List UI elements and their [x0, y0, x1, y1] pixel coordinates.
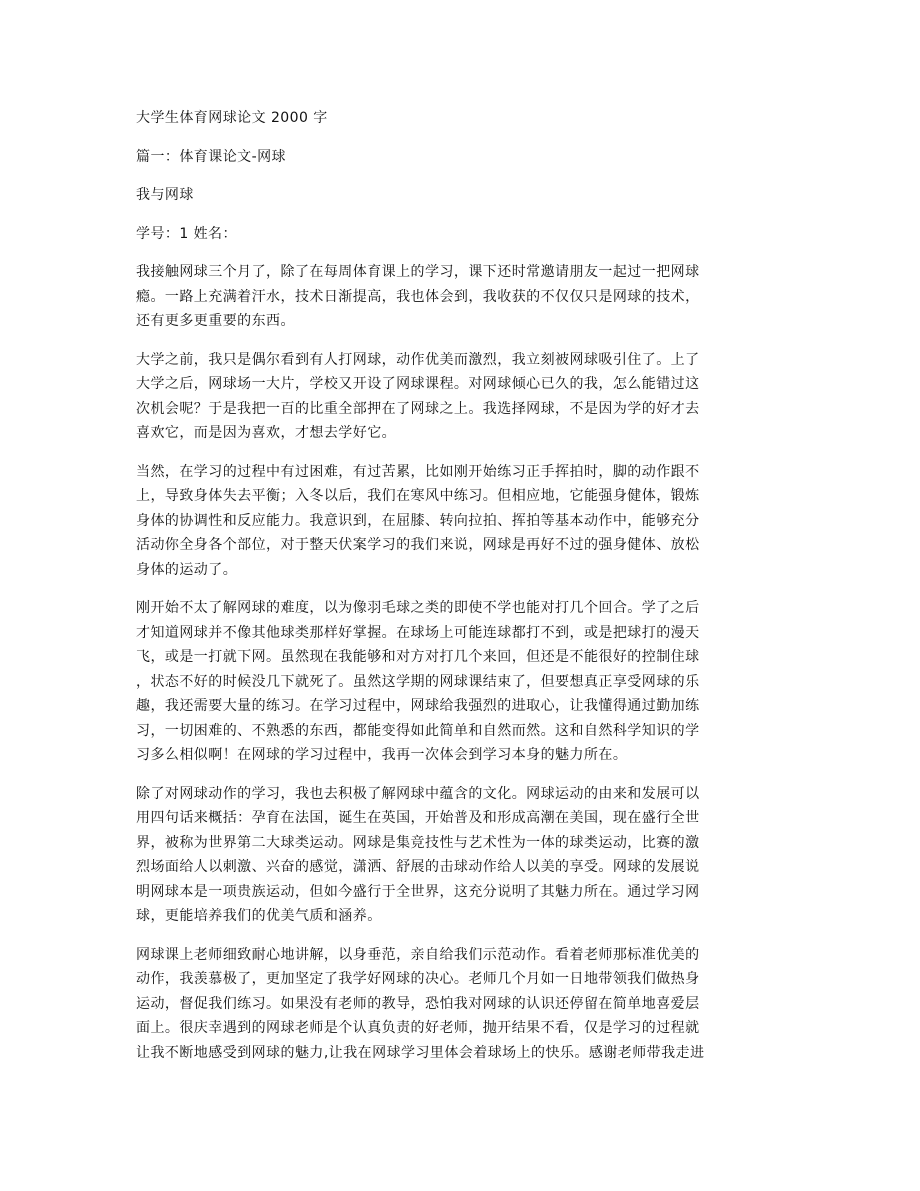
- paragraph-line: 活动你全身各个部位，对于整天伏案学习的我们来说，网球是再好不过的强身健体、放松: [136, 537, 700, 553]
- paragraph-line: 动作，我羡慕极了，更加坚定了我学好网球的决心。老师几个月如一日地带领我们做热身: [136, 971, 700, 987]
- section-title: 篇一：体育课论文-网球: [136, 148, 287, 165]
- student-info: 学号：1 姓名：: [136, 225, 237, 242]
- paragraph-line: 刚开始不太了解网球的难度，以为像羽毛球之类的即使不学也能对打几个回合。学了之后: [136, 600, 700, 616]
- document-title: 大学生体育网球论文 2000 字: [136, 110, 328, 126]
- paragraph-line: 烈场面给人以刺激、兴奋的感觉，潇洒、舒展的击球动作给人以美的享受。网球的发展说: [136, 859, 700, 875]
- paragraph-line: 我接触网球三个月了，除了在每周体育课上的学习，课下还时常邀请朋友一起过一把网球: [136, 264, 700, 280]
- paragraph-line: 让我不断地感受到网球的魅力,让我在网球学习里体会着球场上的快乐。感谢老师带我走进: [136, 1044, 705, 1061]
- paragraph-line: 当然，在学习的过程中有过困难，有过苦累，比如刚开始练习正手挥拍时，脚的动作跟不: [136, 463, 700, 480]
- paragraph: [136, 943, 786, 1066]
- paragraph-line: 瘾。一路上充满着汗水，技术日渐提高，我也体会到，我收获的不仅仅只是网球的技术，: [136, 288, 700, 305]
- document-body: [136, 106, 786, 1065]
- paragraph: [136, 596, 786, 768]
- paragraph-line: 才知道网球并不像其他球类那样好掌握。在球场上可能连球都打不到，或是把球打的漫天: [136, 624, 700, 641]
- paragraph-line: 次机会呢？于是我把一百的比重全部押在了网球之上。我选择网球，不是因为学的好才去: [136, 400, 700, 417]
- paragraph-list: [136, 260, 786, 1065]
- paragraph-line: 还有更多更重要的东西。: [136, 313, 295, 329]
- paragraph: [136, 260, 786, 334]
- paragraph-line: 球，更能培养我们的优美气质和涵养。: [136, 908, 382, 924]
- paragraph-line: 身体的协调性和反应能力。我意识到，在屈膝、转向拉拍、挥拍等基本动作中，能够充分: [136, 512, 700, 529]
- paragraph-line: 喜欢它，而是因为喜欢，才想去学好它。: [136, 425, 397, 441]
- paragraph: [136, 782, 786, 929]
- paragraph-line: 明网球本是一项贵族运动，但如今盛行于全世界，这充分说明了其魅力所在。通过学习网: [136, 883, 700, 900]
- paragraph-line: 大学之前，我只是偶尔看到有人打网球，动作优美而激烈，我立刻被网球吸引住了。上了: [136, 351, 700, 368]
- paragraph-line: 除了对网球动作的学习，我也去积极了解网球中蕴含的文化。网球运动的由来和发展可以: [136, 785, 700, 802]
- paragraph-line: 用四句话来概括：孕育在法国，诞生在英国，开始普及和形成高潮在美国，现在盛行全世: [136, 810, 700, 826]
- paragraph-line: 上，导致身体失去平衡；入冬以后，我们在寒风中练习。但相应地，它能强身健体，锻炼: [136, 488, 700, 504]
- paragraph-line: 网球课上老师细致耐心地讲解，以身垂范，亲自给我们示范动作。看着老师那标准优美的: [136, 946, 700, 963]
- paragraph-line: 运动，督促我们练习。如果没有老师的教导，恐怕我对网球的认识还停留在简单地喜爱层: [136, 995, 700, 1012]
- paragraph-line: 飞，或是一打就下网。虽然现在我能够和对方对打几个来回，但还是不能很好的控制住球: [136, 649, 700, 665]
- paragraph-line: 界，被称为世界第二大球类运动。网球是集竞技性与艺术性为一体的球类运动，比赛的激: [136, 834, 700, 851]
- paragraph-line: 面上。很庆幸遇到的网球老师是个认真负责的好老师，抛开结果不看，仅是学习的过程就: [136, 1020, 700, 1036]
- paragraph: [136, 348, 786, 446]
- paragraph-line: 习，一切困难的、不熟悉的东西，都能变得如此简单和自然而然。这和自然科学知识的学: [136, 722, 700, 739]
- paragraph-line: 身体的运动了。: [136, 561, 238, 578]
- essay-title: 我与网球: [136, 187, 194, 203]
- paragraph: [136, 460, 786, 583]
- paragraph-line: 习多么相似啊！在网球的学习过程中，我再一次体会到学习本身的魅力所在。: [136, 747, 628, 763]
- paragraph-line: 大学之后，网球场一大片，学校又开设了网球课程。对网球倾心已久的我，怎么能错过这: [136, 376, 700, 392]
- paragraph-line: ，状态不好的时候没几下就死了。虽然这学期的网球课结束了，但要想真正享受网球的乐: [136, 673, 700, 690]
- paragraph-line: 趣，我还需要大量的练习。在学习过程中，网球给我强烈的进取心，让我懂得通过勤加练: [136, 698, 700, 714]
